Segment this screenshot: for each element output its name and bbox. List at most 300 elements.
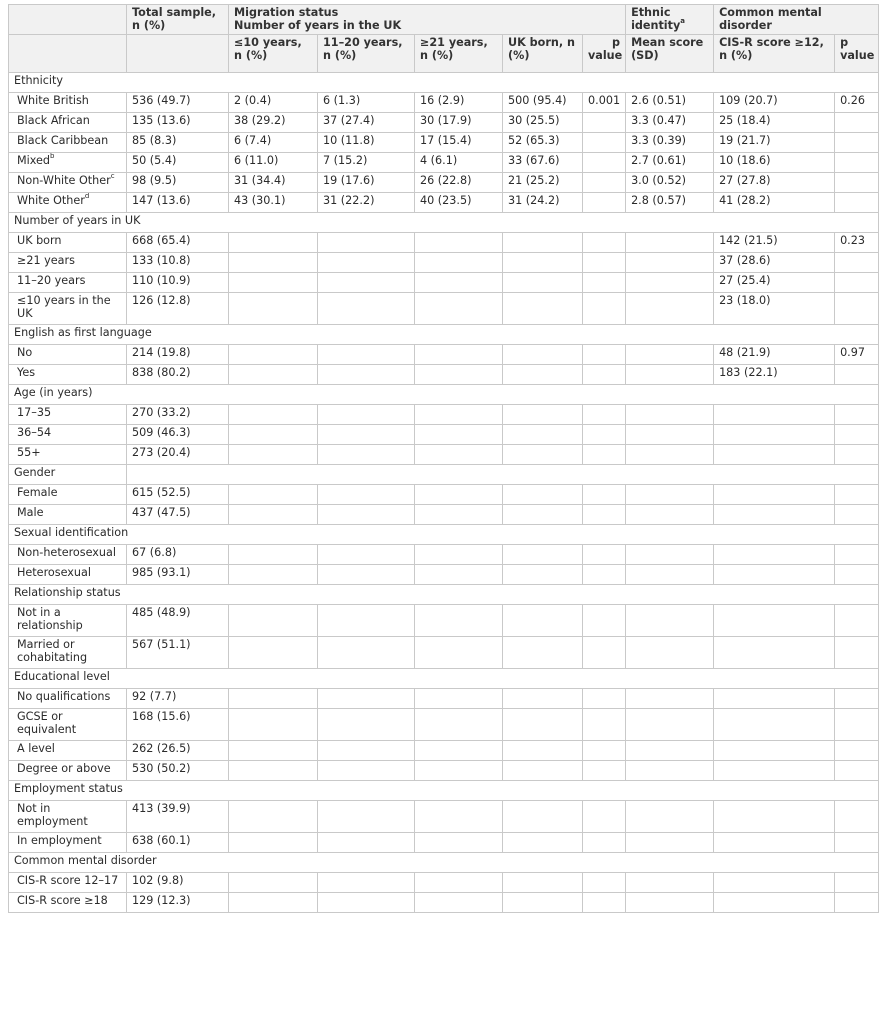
cisr-cell	[714, 689, 835, 709]
table-row	[9, 893, 879, 913]
p-value-cell	[583, 565, 626, 585]
11-20-cell: 31 (22.2)	[318, 193, 415, 213]
11-20-cell	[318, 873, 415, 893]
header-migration-title: Migration status	[234, 6, 339, 19]
mean-score-cell	[626, 505, 714, 525]
ge21-cell	[415, 761, 503, 781]
cisr-cell: 142 (21.5)	[714, 233, 835, 253]
mean-score-cell: 2.7 (0.61)	[626, 153, 714, 173]
row-label	[9, 405, 127, 425]
total-sample-cell: 270 (33.2)	[127, 405, 229, 425]
row-label	[9, 345, 127, 365]
p-value-cell: 0.001	[583, 93, 626, 113]
p-value-2-cell: 0.97	[835, 345, 879, 365]
11-20-cell	[318, 565, 415, 585]
table-row	[9, 293, 879, 325]
le10-cell: 2 (0.4)	[229, 93, 318, 113]
footnote-marker: c	[110, 172, 115, 181]
total-sample-cell: 110 (10.9)	[127, 273, 229, 293]
mean-score-cell	[626, 565, 714, 585]
header-ethnic-identity	[626, 5, 714, 35]
table-row	[9, 761, 879, 781]
table-row	[9, 485, 879, 505]
section-title: Number of years in UK	[9, 213, 879, 233]
cisr-cell: 41 (28.2)	[714, 193, 835, 213]
uk-born-cell	[503, 233, 583, 253]
mean-score-cell	[626, 233, 714, 253]
table-row	[9, 93, 879, 113]
section-row	[9, 465, 879, 485]
uk-born-cell	[503, 801, 583, 833]
total-sample-cell: 985 (93.1)	[127, 565, 229, 585]
le10-cell	[229, 709, 318, 741]
row-label	[9, 833, 127, 853]
le10-cell	[229, 425, 318, 445]
p-value-2-cell: 0.23	[835, 233, 879, 253]
11-20-cell	[318, 833, 415, 853]
ge21-cell: 16 (2.9)	[415, 93, 503, 113]
uk-born-cell	[503, 425, 583, 445]
p-value-2-cell	[835, 445, 879, 465]
ge21-cell	[415, 273, 503, 293]
11-20-cell	[318, 425, 415, 445]
table-header	[9, 5, 879, 73]
total-sample-cell: 536 (49.7)	[127, 93, 229, 113]
p-value-cell	[583, 293, 626, 325]
p-value-cell	[583, 801, 626, 833]
section-title: Relationship status	[9, 585, 879, 605]
section-row	[9, 325, 879, 345]
row-label	[9, 637, 127, 669]
le10-cell: 31 (34.4)	[229, 173, 318, 193]
cisr-cell: 25 (18.4)	[714, 113, 835, 133]
cisr-cell: 48 (21.9)	[714, 345, 835, 365]
section-blank	[127, 465, 879, 485]
uk-born-cell: 52 (65.3)	[503, 133, 583, 153]
total-sample-cell: 485 (48.9)	[127, 605, 229, 637]
p-value-2-cell	[835, 605, 879, 637]
row-label-text: UK born	[17, 234, 62, 247]
le10-cell	[229, 293, 318, 325]
p-value-2-cell	[835, 405, 879, 425]
cisr-cell: 109 (20.7)	[714, 93, 835, 113]
mean-score-cell: 3.3 (0.47)	[626, 113, 714, 133]
p-value-2-cell	[835, 173, 879, 193]
11-20-cell	[318, 445, 415, 465]
total-sample-cell: 135 (13.6)	[127, 113, 229, 133]
le10-cell	[229, 405, 318, 425]
11-20-cell	[318, 741, 415, 761]
ge21-cell	[415, 233, 503, 253]
p-value-cell	[583, 153, 626, 173]
p-value-2-cell	[835, 833, 879, 853]
row-label	[9, 873, 127, 893]
11-20-cell	[318, 293, 415, 325]
le10-cell	[229, 637, 318, 669]
cisr-cell	[714, 545, 835, 565]
uk-born-cell	[503, 605, 583, 637]
p-value-cell	[583, 193, 626, 213]
p-value-2-cell	[835, 273, 879, 293]
cisr-cell	[714, 741, 835, 761]
p-value-cell	[583, 445, 626, 465]
row-label-text: No qualifications	[17, 690, 111, 703]
ge21-cell	[415, 801, 503, 833]
p-value-cell	[583, 761, 626, 781]
ge21-cell	[415, 605, 503, 637]
11-20-cell	[318, 689, 415, 709]
uk-born-cell	[503, 405, 583, 425]
total-sample-cell: 437 (47.5)	[127, 505, 229, 525]
p-value-2-cell	[835, 709, 879, 741]
table-row	[9, 133, 879, 153]
row-label-text: CIS-R score ≥18	[17, 894, 108, 907]
mean-score-cell	[626, 405, 714, 425]
le10-cell	[229, 545, 318, 565]
mean-score-cell: 2.6 (0.51)	[626, 93, 714, 113]
ge21-cell	[415, 345, 503, 365]
table-row	[9, 801, 879, 833]
p-value-cell	[583, 253, 626, 273]
table-row	[9, 605, 879, 637]
le10-cell	[229, 689, 318, 709]
ge21-cell	[415, 545, 503, 565]
11-20-cell	[318, 485, 415, 505]
ge21-cell: 26 (22.8)	[415, 173, 503, 193]
table-row	[9, 425, 879, 445]
section-title: Employment status	[9, 781, 879, 801]
p-value-2-cell	[835, 485, 879, 505]
total-sample-cell: 92 (7.7)	[127, 689, 229, 709]
11-20-cell	[318, 709, 415, 741]
ge21-cell	[415, 405, 503, 425]
table-row	[9, 709, 879, 741]
cisr-cell: 27 (25.4)	[714, 273, 835, 293]
le10-cell	[229, 445, 318, 465]
cisr-cell	[714, 445, 835, 465]
p-value-cell	[583, 545, 626, 565]
p-value-2-cell	[835, 637, 879, 669]
ge21-cell	[415, 637, 503, 669]
11-20-cell: 19 (17.6)	[318, 173, 415, 193]
header-blank	[9, 5, 127, 35]
section-row	[9, 213, 879, 233]
table-row	[9, 345, 879, 365]
ge21-cell: 30 (17.9)	[415, 113, 503, 133]
p-value-cell	[583, 485, 626, 505]
header-cmd: Common mental disorder	[714, 5, 879, 35]
header-blank-3	[127, 35, 229, 73]
cisr-cell	[714, 637, 835, 669]
table-row	[9, 365, 879, 385]
uk-born-cell: 500 (95.4)	[503, 93, 583, 113]
table-row	[9, 565, 879, 585]
p-value-2-cell	[835, 133, 879, 153]
row-label	[9, 565, 127, 585]
table-row	[9, 273, 879, 293]
total-sample-cell: 638 (60.1)	[127, 833, 229, 853]
le10-cell	[229, 505, 318, 525]
uk-born-cell	[503, 565, 583, 585]
le10-cell	[229, 485, 318, 505]
total-sample-cell: 98 (9.5)	[127, 173, 229, 193]
mean-score-cell	[626, 833, 714, 853]
p-value-2-cell	[835, 253, 879, 273]
ge21-cell: 17 (15.4)	[415, 133, 503, 153]
row-label-text: Not in employment	[17, 802, 88, 828]
row-label-text: ≤10 years in the UK	[17, 294, 111, 320]
row-label-text: Heterosexual	[17, 566, 91, 579]
uk-born-cell	[503, 689, 583, 709]
row-label-text: Mixed	[17, 154, 51, 167]
p-value-2-cell	[835, 545, 879, 565]
row-label	[9, 273, 127, 293]
uk-born-cell: 33 (67.6)	[503, 153, 583, 173]
cisr-cell	[714, 425, 835, 445]
mean-score-cell: 2.8 (0.57)	[626, 193, 714, 213]
row-label-text: Non-heterosexual	[17, 546, 116, 559]
cisr-cell	[714, 565, 835, 585]
p-value-2-cell	[835, 365, 879, 385]
section-row	[9, 385, 879, 405]
table-row	[9, 637, 879, 669]
header-cisr12: CIS-R score ≥12, n (%)	[714, 35, 835, 73]
11-20-cell	[318, 545, 415, 565]
table-container	[8, 4, 878, 913]
row-label-text: A level	[17, 742, 55, 755]
p-value-2-cell	[835, 293, 879, 325]
ge21-cell: 40 (23.5)	[415, 193, 503, 213]
cisr-cell	[714, 505, 835, 525]
table-row	[9, 545, 879, 565]
le10-cell	[229, 873, 318, 893]
le10-cell	[229, 345, 318, 365]
header-years-in-uk: Number of years in the UK	[234, 18, 402, 32]
total-sample-cell: 273 (20.4)	[127, 445, 229, 465]
row-label	[9, 293, 127, 325]
cisr-cell: 19 (21.7)	[714, 133, 835, 153]
total-sample-cell: 615 (52.5)	[127, 485, 229, 505]
p-value-cell	[583, 345, 626, 365]
le10-cell	[229, 833, 318, 853]
section-title: Gender	[9, 465, 127, 485]
row-label-text: 36–54	[17, 426, 52, 439]
mean-score-cell	[626, 689, 714, 709]
p-value-cell	[583, 133, 626, 153]
mean-score-cell	[626, 741, 714, 761]
11-20-cell	[318, 893, 415, 913]
total-sample-cell: 133 (10.8)	[127, 253, 229, 273]
table-row	[9, 689, 879, 709]
p-value-2-cell	[835, 801, 879, 833]
p-value-cell	[583, 173, 626, 193]
table-body	[9, 73, 879, 913]
p-value-cell	[583, 873, 626, 893]
row-label	[9, 93, 127, 113]
p-value-2-cell	[835, 893, 879, 913]
mean-score-cell	[626, 545, 714, 565]
footnote-marker: d	[84, 192, 90, 201]
p-value-2-cell	[835, 193, 879, 213]
11-20-cell: 37 (27.4)	[318, 113, 415, 133]
section-title: English as first language	[9, 325, 879, 345]
row-label-text: White British	[17, 94, 89, 107]
row-label	[9, 605, 127, 637]
uk-born-cell	[503, 833, 583, 853]
row-label-text: Female	[17, 486, 58, 499]
uk-born-cell	[503, 505, 583, 525]
p-value-cell	[583, 365, 626, 385]
cisr-cell	[714, 833, 835, 853]
p-value-2-cell	[835, 505, 879, 525]
table-row	[9, 233, 879, 253]
total-sample-cell: 126 (12.8)	[127, 293, 229, 325]
uk-born-cell	[503, 637, 583, 669]
row-label-text: 55+	[17, 446, 41, 459]
ge21-cell	[415, 425, 503, 445]
p-value-cell	[583, 425, 626, 445]
p-value-cell	[583, 113, 626, 133]
mean-score-cell	[626, 253, 714, 273]
table-row	[9, 833, 879, 853]
section-row	[9, 585, 879, 605]
le10-cell: 6 (11.0)	[229, 153, 318, 173]
header-ge21: ≥21 years, n (%)	[415, 35, 503, 73]
uk-born-cell	[503, 741, 583, 761]
ge21-cell	[415, 873, 503, 893]
p-value-2-cell	[835, 153, 879, 173]
row-label-text: Black Caribbean	[17, 134, 109, 147]
uk-born-cell: 31 (24.2)	[503, 193, 583, 213]
table-row	[9, 405, 879, 425]
uk-born-cell	[503, 365, 583, 385]
le10-cell	[229, 273, 318, 293]
header-uk-born: UK born, n (%)	[503, 35, 583, 73]
header-blank-2	[9, 35, 127, 73]
ge21-cell	[415, 741, 503, 761]
uk-born-cell: 30 (25.5)	[503, 113, 583, 133]
table-row	[9, 193, 879, 213]
uk-born-cell	[503, 709, 583, 741]
table-row	[9, 445, 879, 465]
11-20-cell	[318, 405, 415, 425]
mean-score-cell	[626, 605, 714, 637]
table-row	[9, 505, 879, 525]
row-label-text: Not in a relationship	[17, 606, 83, 632]
le10-cell	[229, 741, 318, 761]
11-20-cell	[318, 365, 415, 385]
section-row	[9, 853, 879, 873]
cisr-cell	[714, 405, 835, 425]
uk-born-cell	[503, 485, 583, 505]
total-sample-cell: 168 (15.6)	[127, 709, 229, 741]
p-value-cell	[583, 893, 626, 913]
row-label	[9, 425, 127, 445]
row-label	[9, 505, 127, 525]
11-20-cell: 10 (11.8)	[318, 133, 415, 153]
mean-score-cell: 3.3 (0.39)	[626, 133, 714, 153]
row-label	[9, 761, 127, 781]
uk-born-cell	[503, 273, 583, 293]
mean-score-cell	[626, 485, 714, 505]
total-sample-cell: 50 (5.4)	[127, 153, 229, 173]
total-sample-cell: 567 (51.1)	[127, 637, 229, 669]
11-20-cell: 7 (15.2)	[318, 153, 415, 173]
header-le10: ≤10 years, n (%)	[229, 35, 318, 73]
row-label-text: No	[17, 346, 33, 359]
p-value-2-cell	[835, 741, 879, 761]
mean-score-cell	[626, 425, 714, 445]
table-row	[9, 253, 879, 273]
row-label	[9, 709, 127, 741]
table-row	[9, 741, 879, 761]
cisr-cell	[714, 893, 835, 913]
total-sample-cell: 102 (9.8)	[127, 873, 229, 893]
footnote-marker: a	[680, 16, 686, 25]
p-value-2-cell	[835, 873, 879, 893]
table-row	[9, 173, 879, 193]
p-value-cell	[583, 637, 626, 669]
section-title: Common mental disorder	[9, 853, 879, 873]
mean-score-cell	[626, 873, 714, 893]
cisr-cell: 183 (22.1)	[714, 365, 835, 385]
uk-born-cell	[503, 873, 583, 893]
section-row	[9, 669, 879, 689]
11-20-cell	[318, 253, 415, 273]
ge21-cell	[415, 445, 503, 465]
ge21-cell	[415, 833, 503, 853]
11-20-cell	[318, 605, 415, 637]
le10-cell	[229, 761, 318, 781]
row-label	[9, 741, 127, 761]
section-title: Ethnicity	[9, 73, 879, 93]
mean-score-cell	[626, 761, 714, 781]
cisr-cell	[714, 709, 835, 741]
total-sample-cell: 147 (13.6)	[127, 193, 229, 213]
le10-cell	[229, 565, 318, 585]
p-value-cell	[583, 689, 626, 709]
cisr-cell	[714, 485, 835, 505]
mean-score-cell	[626, 893, 714, 913]
footnote-marker: b	[50, 152, 55, 161]
row-label-text: 11–20 years	[17, 274, 86, 287]
p-value-2-cell	[835, 113, 879, 133]
le10-cell: 43 (30.1)	[229, 193, 318, 213]
cisr-cell: 37 (28.6)	[714, 253, 835, 273]
row-label	[9, 133, 127, 153]
row-label-text: ≥21 years	[17, 254, 75, 267]
row-label	[9, 689, 127, 709]
row-label-text: CIS-R score 12–17	[17, 874, 119, 887]
le10-cell	[229, 253, 318, 273]
mean-score-cell	[626, 273, 714, 293]
p-value-cell	[583, 405, 626, 425]
uk-born-cell	[503, 761, 583, 781]
p-value-2-cell	[835, 565, 879, 585]
row-label-text: Degree or above	[17, 762, 111, 775]
row-label-text: Male	[17, 506, 44, 519]
row-label-text: 17–35	[17, 406, 52, 419]
row-label	[9, 485, 127, 505]
section-row	[9, 525, 879, 545]
cisr-cell	[714, 801, 835, 833]
p-value-cell	[583, 233, 626, 253]
p-value-cell	[583, 505, 626, 525]
row-label-text: Non-White Other	[17, 174, 111, 187]
ge21-cell	[415, 485, 503, 505]
header-p-value: p value	[583, 35, 626, 73]
le10-cell: 6 (7.4)	[229, 133, 318, 153]
